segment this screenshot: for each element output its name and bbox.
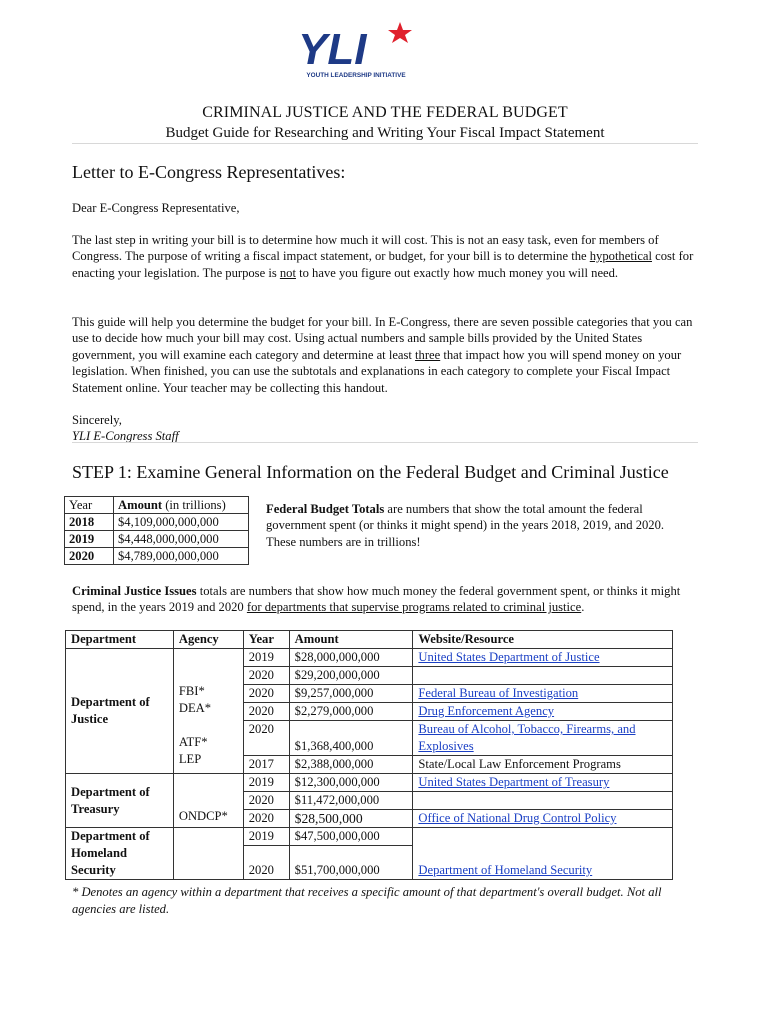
year-value: 2020 xyxy=(244,703,289,721)
website-atf-link[interactable] xyxy=(413,721,672,756)
link-text[interactable]: Department of Homeland Security xyxy=(418,863,593,877)
amount-value: $2,279,000,000 xyxy=(290,703,413,721)
p1-text-a: The last step in writing your bill is to determine how much it will cost. This is not an easy task, even for members of Congress. The purpose of writing a fiscal impact statement, or budget, for your bill is to determine the xyxy=(72,233,659,264)
header-label: Amount xyxy=(294,632,339,646)
table-row xyxy=(65,531,249,548)
budget-amount: $4,109,000,000,000 xyxy=(114,514,249,531)
website-dea-link[interactable] xyxy=(413,703,672,721)
logo-letters xyxy=(298,25,367,74)
p1-underline-not: not xyxy=(279,265,296,280)
agency-label: ATF* xyxy=(178,735,208,749)
letter-salutation: Dear E-Congress Representative, xyxy=(72,201,240,215)
dept-justice-cell xyxy=(66,649,174,774)
budget-amount: $4,448,000,000,000 xyxy=(114,531,249,548)
amount-value: $51,700,000,000 xyxy=(294,863,380,877)
year-value: 2019 xyxy=(244,774,289,792)
letter-heading: Letter to E-Congress Representatives: xyxy=(72,162,346,182)
agency-label xyxy=(174,791,243,808)
federal-budget-table xyxy=(64,496,249,565)
website-fbi-link[interactable] xyxy=(413,685,672,703)
table-row xyxy=(65,514,249,531)
page-subtitle: Budget Guide for Researching and Writing Your Fiscal Impact Statement xyxy=(165,125,605,141)
year-value: 2019 xyxy=(244,649,289,667)
p1-underline-hypothetical: hypothetical xyxy=(589,249,652,264)
col-year xyxy=(243,631,289,649)
table-row-justice xyxy=(66,649,673,774)
budget-desc-text: are numbers that show the total amount the federal government spent (or thinks it might spend) in the years 2018, 2019, and 2020. These numbers are in trillions! xyxy=(266,502,665,549)
justice-agency-cell xyxy=(173,649,243,774)
letter-paragraph-1 xyxy=(72,232,698,281)
letter-closing: Sincerely, xyxy=(72,413,122,427)
logo-tagline: YOUTH LEADERSHIP INITIATIVE xyxy=(306,72,406,79)
treasury-website-cell xyxy=(413,774,673,828)
budget-amount: $4,789,000,000,000 xyxy=(114,548,249,565)
dept-treasury-cell xyxy=(66,774,174,828)
svg-text:YLI: YLI xyxy=(298,25,367,74)
p2-text-b: that impact how you will spend money on your legislation. When finished, you can use the subtotals and explanations in each category to complete your Fiscal Impact Statement online. Your teacher may be collecting this handout. xyxy=(72,347,682,395)
link-text[interactable]: Federal Bureau of Investigation xyxy=(418,686,579,700)
year-value: 2020 xyxy=(248,863,274,877)
year-value: 2017 xyxy=(248,757,274,771)
star-icon xyxy=(388,22,412,43)
dept-justice-name: Department of Justice xyxy=(71,695,150,726)
footnote: * Denotes an agency within a department that receives a specific amount of that department's overall budget. Not all agencies are listed. xyxy=(72,885,662,916)
letter-signature: YLI E-Congress Staff xyxy=(72,429,179,443)
letter-paragraph-2 xyxy=(72,314,698,396)
agency-label xyxy=(174,666,243,683)
link-text[interactable]: Bureau of Alcohol, Tobacco, Firearms, and Explosives xyxy=(418,722,636,753)
agency-label xyxy=(174,649,243,666)
p2-underline-three: three xyxy=(415,347,441,362)
website-empty xyxy=(413,667,672,685)
table-row xyxy=(65,497,249,514)
amount-header xyxy=(114,497,249,514)
justice-website-cell xyxy=(413,649,673,774)
budget-desc-bold: Federal Budget Totals xyxy=(266,502,385,516)
federal-budget-description xyxy=(266,501,686,550)
page-title: CRIMINAL JUSTICE AND THE FEDERAL BUDGET xyxy=(202,104,568,121)
header-label: Agency xyxy=(178,632,219,646)
website-ondcp-link[interactable] xyxy=(413,810,672,827)
amount-value: $11,472,000,000 xyxy=(290,792,413,810)
amount-value: $47,500,000,000 xyxy=(290,828,413,846)
issues-end: . xyxy=(581,600,585,615)
agency-label: LEP xyxy=(178,752,202,766)
header-label: Year xyxy=(248,632,274,646)
amount-value: $29,200,000,000 xyxy=(290,667,413,685)
link-text[interactable]: United States Department of Justice xyxy=(418,650,600,664)
department-budget-table xyxy=(65,630,673,880)
year-value: 2020 xyxy=(248,811,274,825)
amount-header-bold: Amount xyxy=(118,498,163,512)
table-row-homeland xyxy=(66,828,673,880)
p1-text-b: cost for enacting your legislation. The purpose is xyxy=(72,249,694,280)
homeland-agency-cell xyxy=(173,828,243,880)
year-value: 2020 xyxy=(244,685,289,703)
criminal-justice-issues-description xyxy=(72,583,698,616)
issues-underline: for departments that supervise programs related to criminal justice xyxy=(246,600,582,615)
header-label: Department xyxy=(71,632,137,646)
website-treasury-link[interactable] xyxy=(413,774,672,792)
justice-year-cell xyxy=(243,649,289,774)
website-empty xyxy=(413,792,672,810)
agency-label: ONDCP* xyxy=(178,809,228,823)
issues-bold: Criminal Justice Issues xyxy=(72,584,197,598)
budget-year: 2020 xyxy=(65,548,114,565)
treasury-amount-cell xyxy=(289,774,413,828)
treasury-agency-cell xyxy=(173,774,243,828)
link-text[interactable]: Drug Enforcement Agency xyxy=(418,704,555,718)
col-agency xyxy=(173,631,243,649)
p1-text-c: to have you figure out exactly how much money you will need. xyxy=(295,265,619,280)
col-amount xyxy=(289,631,413,649)
table-row xyxy=(65,548,249,565)
justice-amount-cell xyxy=(289,649,413,774)
year-value: 2019 xyxy=(244,828,289,846)
link-text[interactable]: United States Department of Treasury xyxy=(418,775,610,789)
dept-homeland-name: Department of Homeland Security xyxy=(71,829,150,877)
agency-label: FBI* xyxy=(178,684,205,698)
table-header-row xyxy=(66,631,673,649)
yli-logo-mark xyxy=(296,18,416,84)
divider xyxy=(72,143,698,144)
divider xyxy=(72,442,698,443)
agency-label xyxy=(174,717,243,734)
amount-value: $1,368,400,000 xyxy=(290,721,413,756)
website-lep: State/Local Law Enforcement Programs xyxy=(418,757,621,771)
website-dhs-link[interactable] xyxy=(413,862,672,879)
agency-label: DEA* xyxy=(178,701,212,715)
amount-value: $12,300,000,000 xyxy=(290,774,413,792)
homeland-website-cell xyxy=(413,828,673,880)
p2-text-a: This guide will help you determine the budget for your bill. In E-Congress, there are seven possible categories that you can use to decide how much your bill may cost. Using actual numbers and sample bills provided by the United States government, you will examine each category and determine at least xyxy=(72,315,693,362)
agency-label xyxy=(174,774,243,791)
amount-value: $28,500,000 xyxy=(294,811,363,826)
dept-treasury-name: Department of Treasury xyxy=(71,784,150,816)
year-value: 2020 xyxy=(244,667,289,685)
col-website xyxy=(413,631,673,649)
col-department xyxy=(66,631,174,649)
budget-year: 2018 xyxy=(65,514,114,531)
budget-year: 2019 xyxy=(65,531,114,548)
homeland-year-cell xyxy=(243,828,289,880)
year-header: Year xyxy=(65,497,114,514)
amount-value: $28,000,000,000 xyxy=(290,649,413,667)
yli-logo xyxy=(296,18,416,84)
year-value: 2020 xyxy=(244,792,289,810)
header-label: Website/Resource xyxy=(418,632,514,646)
step1-heading: STEP 1: Examine General Information on the Federal Budget and Criminal Justice xyxy=(72,462,669,482)
year-value: 2020 xyxy=(244,721,289,756)
amount-value: $9,257,000,000 xyxy=(290,685,413,703)
website-doj-link[interactable] xyxy=(413,649,672,667)
treasury-year-cell xyxy=(243,774,289,828)
link-text[interactable]: Office of National Drug Control Policy xyxy=(418,811,617,825)
dept-homeland-cell xyxy=(66,828,174,880)
table-row-treasury xyxy=(66,774,673,828)
amount-value: $2,388,000,000 xyxy=(294,757,374,771)
homeland-amount-cell xyxy=(289,828,413,880)
amount-header-note: (in trillions) xyxy=(162,498,226,512)
issues-text: totals are numbers that show how much money the federal government spent, or thinks it might spend, in the years 2019 and 2020 xyxy=(72,584,681,615)
